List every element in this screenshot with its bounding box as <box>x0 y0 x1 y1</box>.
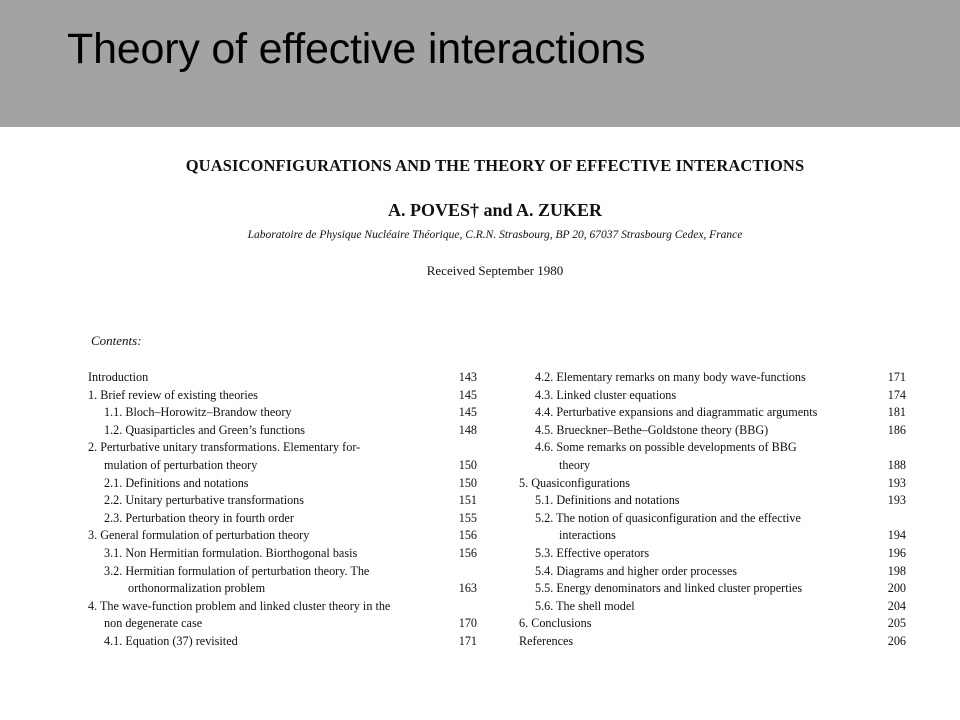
toc-entry-page: 145 <box>458 387 477 402</box>
toc-entry-title: 2.2. Unitary perturbative transformations <box>104 493 305 508</box>
toc-entry-page: 193 <box>887 475 906 490</box>
toc-entry-title: 4.1. Equation (37) revisited <box>104 633 238 648</box>
toc-entry <box>88 404 477 422</box>
toc-entry <box>519 580 906 598</box>
paper-affiliation: Laboratoire de Physique Nucléaire Théorique, C.R.N. Strasbourg, BP 20, 67037 Strasbourg Cedex, France <box>247 229 743 241</box>
toc-entry-title: 3.2. Hermitian formulation of perturbation theory. The <box>104 563 370 578</box>
toc-entry <box>519 422 906 440</box>
contents-heading: Contents: <box>91 333 142 348</box>
toc-entry <box>88 439 477 457</box>
toc-entry-title: 1. Brief review of existing theories <box>88 387 258 402</box>
toc-entry-page: 150 <box>458 475 477 490</box>
toc-left-column <box>88 369 477 651</box>
toc-entry <box>519 615 906 633</box>
toc-entry-page: 204 <box>887 598 906 613</box>
toc-entry <box>88 422 477 440</box>
toc-entry-page: 155 <box>458 510 477 525</box>
toc-entry-title: 4.4. Perturbative expansions and diagrammatic arguments <box>535 405 818 420</box>
toc-entry <box>88 457 477 475</box>
toc-entry <box>519 492 906 510</box>
toc-entry-title: Introduction <box>88 370 149 384</box>
toc-entry <box>88 475 477 493</box>
toc-entry <box>519 369 906 387</box>
toc-entry-title: 2.3. Perturbation theory in fourth order <box>104 510 294 525</box>
toc-entry <box>88 615 477 633</box>
toc-entry <box>519 563 906 581</box>
toc-entry-page: 200 <box>887 581 906 596</box>
toc-entry-page: 174 <box>887 387 906 402</box>
toc-entry <box>519 387 906 405</box>
slide-header-band <box>0 0 960 127</box>
toc-entry <box>519 633 906 651</box>
toc-entry-title: 2.1. Definitions and notations <box>104 475 249 490</box>
toc-entry-page: 170 <box>458 616 477 631</box>
toc-entry-title: 6. Conclusions <box>519 616 592 631</box>
toc-entry-page: 145 <box>458 405 477 420</box>
toc-entry <box>88 492 477 510</box>
toc-entry-page: 196 <box>887 545 906 560</box>
toc-entry-title: 4.5. Brueckner–Bethe–Goldstone theory (BBG) <box>535 422 769 437</box>
paper-title: QUASICONFIGURATIONS AND THE THEORY OF EFFECTIVE INTERACTIONS <box>185 156 805 175</box>
toc-entry-page: 206 <box>887 633 906 648</box>
toc-right-column <box>519 369 906 651</box>
toc-entry <box>88 510 477 528</box>
toc-entry <box>88 580 477 598</box>
toc-entry <box>88 545 477 563</box>
toc-entry-page: 156 <box>458 545 477 560</box>
toc-entry-title: 1.1. Bloch–Horowitz–Brandow theory <box>104 405 292 420</box>
toc-entry <box>519 475 906 493</box>
toc-entry-title: orthonormalization problem <box>128 581 266 596</box>
toc-entry <box>519 404 906 422</box>
toc-entry-page: 194 <box>887 528 906 543</box>
toc-entry <box>88 527 477 545</box>
paper-received-date: Received September 1980 <box>426 263 564 278</box>
toc-entry-page: 198 <box>887 563 906 578</box>
toc-entry <box>519 457 906 475</box>
toc-entry-title: non degenerate case <box>104 616 203 631</box>
toc-entry-title: 4.6. Some remarks on possible developments of BBG <box>535 440 797 455</box>
toc-entry-title: 4. The wave-function problem and linked cluster theory in the <box>88 598 391 613</box>
toc-entry <box>88 598 477 616</box>
slide-title: Theory of effective interactions <box>67 25 646 73</box>
toc-entry-title: 1.2. Quasiparticles and Green’s functions <box>104 422 306 437</box>
toc-entry <box>88 633 477 651</box>
toc-entry-page: 193 <box>887 493 906 508</box>
toc-entry-page: 151 <box>458 493 477 508</box>
toc-entry-title: 3.1. Non Hermitian formulation. Biorthogonal basis <box>104 545 358 560</box>
toc-entry-page: 171 <box>458 633 477 648</box>
toc-entry <box>88 563 477 581</box>
toc-entry <box>88 387 477 405</box>
toc-entry-title: interactions <box>559 528 616 543</box>
toc-entry-title: 4.3. Linked cluster equations <box>535 387 677 402</box>
toc-entry-page: 186 <box>887 422 906 437</box>
paper-authors: A. POVES† and A. ZUKER <box>387 200 603 220</box>
toc-entry <box>519 598 906 616</box>
toc-entry <box>519 510 906 528</box>
toc-entry-page: 163 <box>458 581 477 596</box>
toc-entry-page: 143 <box>458 370 477 384</box>
toc-entry-title: 5.4. Diagrams and higher order processes <box>535 563 738 578</box>
toc-entry-title: 5.3. Effective operators <box>535 545 650 560</box>
toc-entry-title: 5.2. The notion of quasiconfiguration and the effective <box>535 510 801 525</box>
toc-entry-title: 2. Perturbative unitary transformations. Elementary for- <box>88 440 361 455</box>
toc-entry <box>519 439 906 457</box>
toc-entry-page: 156 <box>458 528 477 543</box>
toc-entry-title: 5.5. Energy denominators and linked cluster properties <box>535 581 803 596</box>
toc-entry <box>519 545 906 563</box>
toc-entry-title: 3. General formulation of perturbation theory <box>88 528 310 543</box>
toc-entry-title: 5. Quasiconfigurations <box>519 475 631 490</box>
toc-entry-page: 205 <box>887 616 906 631</box>
toc-entry-title: References <box>519 633 574 648</box>
toc-entry-title: theory <box>559 457 591 472</box>
toc-entry-title: 5.6. The shell model <box>535 598 635 613</box>
toc-entry-title: 5.1. Definitions and notations <box>535 493 680 508</box>
toc-entry-title: 4.2. Elementary remarks on many body wave-functions <box>535 370 806 384</box>
toc-entry-page: 148 <box>458 422 477 437</box>
toc-entry-page: 171 <box>887 370 906 384</box>
toc-entry <box>88 369 477 387</box>
toc-entry <box>519 527 906 545</box>
toc-entry-page: 150 <box>458 457 477 472</box>
toc-entry-page: 188 <box>887 457 906 472</box>
toc-entry-page: 181 <box>887 405 906 420</box>
toc-entry-title: mulation of perturbation theory <box>104 457 258 472</box>
